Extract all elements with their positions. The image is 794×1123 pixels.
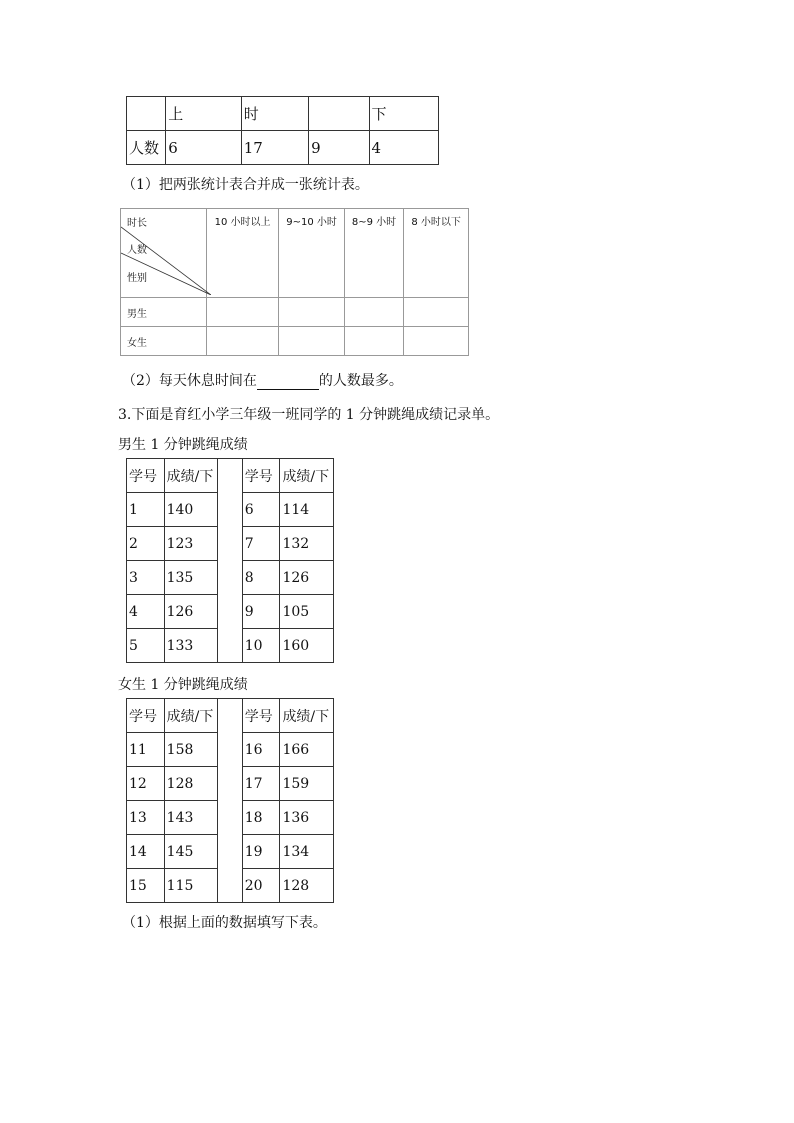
table-cell bbox=[127, 97, 166, 131]
table-cell: 115 bbox=[164, 869, 218, 903]
table-cell: 140 bbox=[164, 493, 218, 527]
girls-score-table bbox=[126, 698, 334, 903]
table-cell: 17 bbox=[241, 131, 308, 165]
table-cell: 136 bbox=[280, 801, 334, 835]
table-cell: 132 bbox=[280, 527, 334, 561]
table-gap-column bbox=[218, 699, 243, 903]
table-header-cell: 成绩/下 bbox=[280, 699, 334, 733]
table-cell: 143 bbox=[164, 801, 218, 835]
merge-table bbox=[120, 208, 469, 356]
table-cell: 133 bbox=[164, 629, 218, 663]
table-header-cell: 成绩/下 bbox=[280, 459, 334, 493]
table-cell: 105 bbox=[280, 595, 334, 629]
table-cell: 2 bbox=[127, 527, 165, 561]
table-cell: 13 bbox=[127, 801, 165, 835]
table-cell: 17 bbox=[242, 767, 280, 801]
table-cell: 上 bbox=[166, 97, 241, 131]
answer-blank[interactable] bbox=[257, 375, 319, 390]
table-cell: 6 bbox=[166, 131, 241, 165]
table-cell: 12 bbox=[127, 767, 165, 801]
table-row bbox=[127, 97, 439, 131]
diagonal-header-cell bbox=[121, 209, 207, 298]
table-cell: 4 bbox=[127, 595, 165, 629]
top-data-table bbox=[126, 96, 439, 165]
table-cell: 10 bbox=[242, 629, 280, 663]
girls-table-title: 女生 1 分钟跳绳成绩 bbox=[118, 677, 248, 693]
table-cell: 134 bbox=[280, 835, 334, 869]
table-row bbox=[121, 327, 469, 356]
corner-label-count: 人数 bbox=[127, 245, 147, 256]
table-row bbox=[127, 131, 439, 165]
fill-in-cell[interactable] bbox=[404, 298, 469, 327]
question-2-prefix: （2）每天休息时间在 bbox=[122, 373, 257, 389]
table-cell: 7 bbox=[242, 527, 280, 561]
column-header: 8 小时以下 bbox=[404, 209, 469, 298]
table-cell: 9 bbox=[309, 131, 369, 165]
table-cell: 114 bbox=[280, 493, 334, 527]
fill-in-cell[interactable] bbox=[344, 298, 403, 327]
table-cell: 8 bbox=[242, 561, 280, 595]
table-cell: 160 bbox=[280, 629, 334, 663]
table-row bbox=[127, 459, 334, 493]
boys-table-title: 男生 1 分钟跳绳成绩 bbox=[118, 437, 248, 453]
fill-in-cell[interactable] bbox=[279, 327, 344, 356]
table-header-cell: 成绩/下 bbox=[164, 699, 218, 733]
table-gap-column bbox=[218, 459, 243, 663]
table-cell: 145 bbox=[164, 835, 218, 869]
table-cell: 15 bbox=[127, 869, 165, 903]
table-cell: 123 bbox=[164, 527, 218, 561]
table-header-cell: 学号 bbox=[242, 699, 280, 733]
corner-label-duration: 时长 bbox=[127, 218, 147, 229]
table-cell: 19 bbox=[242, 835, 280, 869]
fill-in-cell[interactable] bbox=[404, 327, 469, 356]
table-cell: 128 bbox=[164, 767, 218, 801]
table-header-cell: 学号 bbox=[242, 459, 280, 493]
question-3-text: 3.下面是育红小学三年级一班同学的 1 分钟跳绳成绩记录单。 bbox=[118, 407, 500, 423]
table-cell: 166 bbox=[280, 733, 334, 767]
table-header-cell: 学号 bbox=[127, 699, 165, 733]
fill-in-cell[interactable] bbox=[206, 298, 278, 327]
fill-in-cell[interactable] bbox=[206, 327, 278, 356]
table-cell bbox=[309, 97, 369, 131]
table-cell: 人数 bbox=[127, 131, 166, 165]
column-header: 9~10 小时 bbox=[279, 209, 344, 298]
table-header-cell: 学号 bbox=[127, 459, 165, 493]
table-row bbox=[121, 209, 469, 298]
table-cell: 1 bbox=[127, 493, 165, 527]
fill-in-cell[interactable] bbox=[279, 298, 344, 327]
table-cell: 158 bbox=[164, 733, 218, 767]
table-cell: 9 bbox=[242, 595, 280, 629]
table-cell: 128 bbox=[280, 869, 334, 903]
table-cell: 3 bbox=[127, 561, 165, 595]
row-label-girls: 女生 bbox=[121, 327, 207, 356]
table-cell: 16 bbox=[242, 733, 280, 767]
column-header: 8~9 小时 bbox=[344, 209, 403, 298]
table-cell: 14 bbox=[127, 835, 165, 869]
table-cell: 135 bbox=[164, 561, 218, 595]
question-2-text bbox=[122, 370, 403, 390]
table-row bbox=[127, 699, 334, 733]
table-cell: 20 bbox=[242, 869, 280, 903]
boys-score-table bbox=[126, 458, 334, 663]
question-1-text: （1）把两张统计表合并成一张统计表。 bbox=[122, 177, 369, 193]
table-cell: 11 bbox=[127, 733, 165, 767]
table-cell: 18 bbox=[242, 801, 280, 835]
row-label-boys: 男生 bbox=[121, 298, 207, 327]
table-cell: 4 bbox=[369, 131, 438, 165]
column-header: 10 小时以上 bbox=[206, 209, 278, 298]
table-cell: 159 bbox=[280, 767, 334, 801]
fill-in-cell[interactable] bbox=[344, 327, 403, 356]
corner-label-gender: 性别 bbox=[127, 273, 147, 284]
question-2-suffix: 的人数最多。 bbox=[318, 373, 403, 389]
table-cell: 6 bbox=[242, 493, 280, 527]
table-row bbox=[121, 298, 469, 327]
table-cell: 126 bbox=[164, 595, 218, 629]
table-cell: 126 bbox=[280, 561, 334, 595]
table-cell: 时 bbox=[241, 97, 308, 131]
table-cell: 5 bbox=[127, 629, 165, 663]
table-cell: 下 bbox=[369, 97, 438, 131]
table-header-cell: 成绩/下 bbox=[164, 459, 218, 493]
question-4-text: （1）根据上面的数据填写下表。 bbox=[122, 915, 327, 931]
